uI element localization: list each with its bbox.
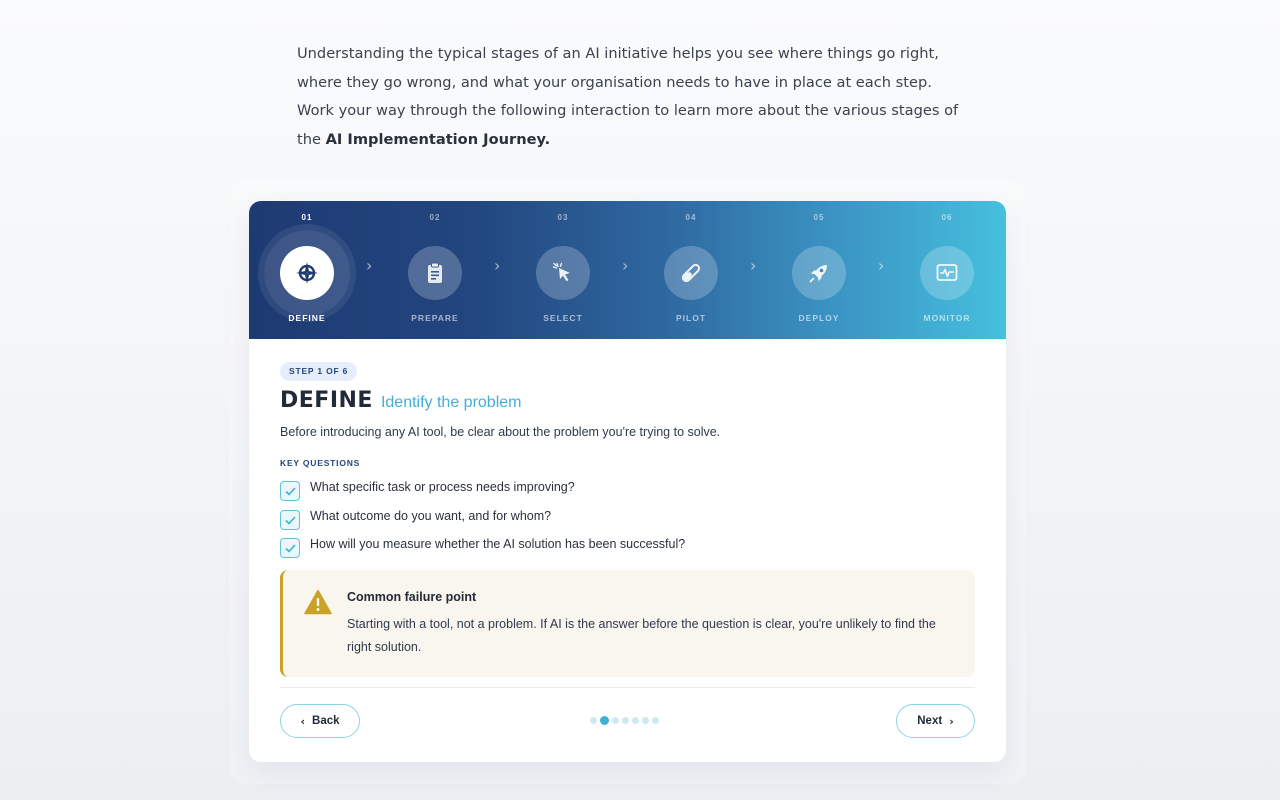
step-circle: [408, 246, 462, 300]
step-number: 04: [685, 213, 697, 222]
back-label: Back: [312, 715, 340, 727]
question-text: What outcome do you want, and for whom?: [310, 509, 552, 523]
intro-paragraph-2-bold: AI Implementation Journey.: [325, 131, 551, 149]
stage-heading: [280, 388, 521, 413]
step-circle: [536, 246, 590, 300]
intro-paragraph-2: [297, 97, 977, 154]
checkbox-checked: [280, 481, 300, 501]
step-prepare[interactable]: [380, 201, 490, 339]
callout-title: Common failure point: [347, 590, 477, 604]
divider: [280, 687, 975, 688]
step-label: MONITOR: [923, 313, 971, 323]
pagination-dot[interactable]: [590, 717, 597, 724]
intro-paragraph-1: Understanding the typical stages of an AI initiative helps you see where things go right, where they go wrong, and what your organisation needs to have in place at each step.: [297, 45, 939, 91]
back-button[interactable]: [280, 704, 360, 738]
question-text: What specific task or process needs improving?: [310, 480, 575, 494]
step-circle-wrap: [648, 230, 734, 316]
question-text: How will you measure whether the AI solution has been successful?: [310, 537, 686, 551]
step-circle: [792, 246, 846, 300]
step-label: SELECT: [543, 313, 583, 323]
chevron-right-icon: ›: [494, 256, 501, 275]
stage-title: DEFINE: [280, 388, 373, 413]
step-circle: [280, 246, 334, 300]
pagination-dot[interactable]: [622, 717, 629, 724]
step-number: 05: [813, 213, 825, 222]
step-circle-wrap: [904, 230, 990, 316]
pagination-dot[interactable]: [612, 717, 619, 724]
checkbox-checked: [280, 538, 300, 558]
next-label: Next: [917, 715, 943, 727]
chevron-right-icon: ›: [750, 256, 757, 275]
step-circle-wrap: [392, 230, 478, 316]
step-label: PREPARE: [411, 313, 459, 323]
check-icon: [285, 544, 296, 553]
pagination-dot[interactable]: [652, 717, 659, 724]
callout-text: Starting with a tool, not a problem. If AI is the answer before the question is clear, you're unlikely to find the right solution.: [347, 617, 936, 654]
pagination-dot[interactable]: [642, 717, 649, 724]
stepper-banner: [249, 201, 1006, 339]
step-pilot[interactable]: [636, 201, 746, 339]
step-label: DEFINE: [288, 313, 326, 323]
check-icon: [285, 487, 296, 496]
step-circle-wrap: [520, 230, 606, 316]
chevron-right-icon: ›: [622, 256, 629, 275]
chevron-right-icon: ›: [878, 256, 885, 275]
monitor-pulse-icon: [935, 261, 959, 285]
question-item: [280, 537, 685, 558]
failure-point-callout: [280, 570, 975, 677]
step-circle-wrap: [264, 230, 350, 316]
step-circle-wrap: [776, 230, 862, 316]
next-button[interactable]: [896, 704, 975, 738]
key-questions-label: KEY QUESTIONS: [280, 458, 361, 468]
pagination-dots: [590, 716, 659, 725]
step-circle: [920, 246, 974, 300]
check-icon: [285, 516, 296, 525]
intro-text: [297, 40, 977, 155]
step-label: PILOT: [675, 313, 707, 323]
warning-icon: [304, 589, 332, 615]
step-number: 02: [429, 213, 441, 222]
checkbox-checked: [280, 510, 300, 530]
chevron-left-icon: ‹: [300, 714, 306, 728]
cursor-click-icon: [551, 261, 575, 285]
question-item: [280, 480, 575, 501]
step-number: 06: [941, 213, 953, 222]
step-circle: [664, 246, 718, 300]
rocket-icon: [807, 261, 831, 285]
step-select[interactable]: [508, 201, 618, 339]
step-define[interactable]: [252, 201, 362, 339]
intro-paragraph-2-text: Work your way through the following interaction to learn more about the various stages of the: [297, 102, 959, 149]
chevron-right-icon: ›: [366, 256, 373, 275]
compass-icon: [294, 260, 320, 286]
step-number: 01: [301, 213, 313, 222]
journey-card: [249, 201, 1006, 762]
pagination-dot[interactable]: [632, 717, 639, 724]
test-tube-icon: [679, 261, 703, 285]
step-label: DEPLOY: [798, 313, 840, 323]
stage-description: Before introducing any AI tool, be clear about the problem you're trying to solve.: [280, 425, 721, 439]
pagination-dot[interactable]: [600, 716, 609, 725]
stage-subtitle: Identify the problem: [380, 394, 522, 411]
step-number: 03: [557, 213, 569, 222]
step-badge: STEP 1 OF 6: [280, 362, 357, 381]
step-monitor[interactable]: [892, 201, 1002, 339]
question-item: [280, 509, 551, 530]
step-deploy[interactable]: [764, 201, 874, 339]
clipboard-icon: [425, 262, 445, 284]
chevron-right-icon: ›: [949, 714, 954, 728]
